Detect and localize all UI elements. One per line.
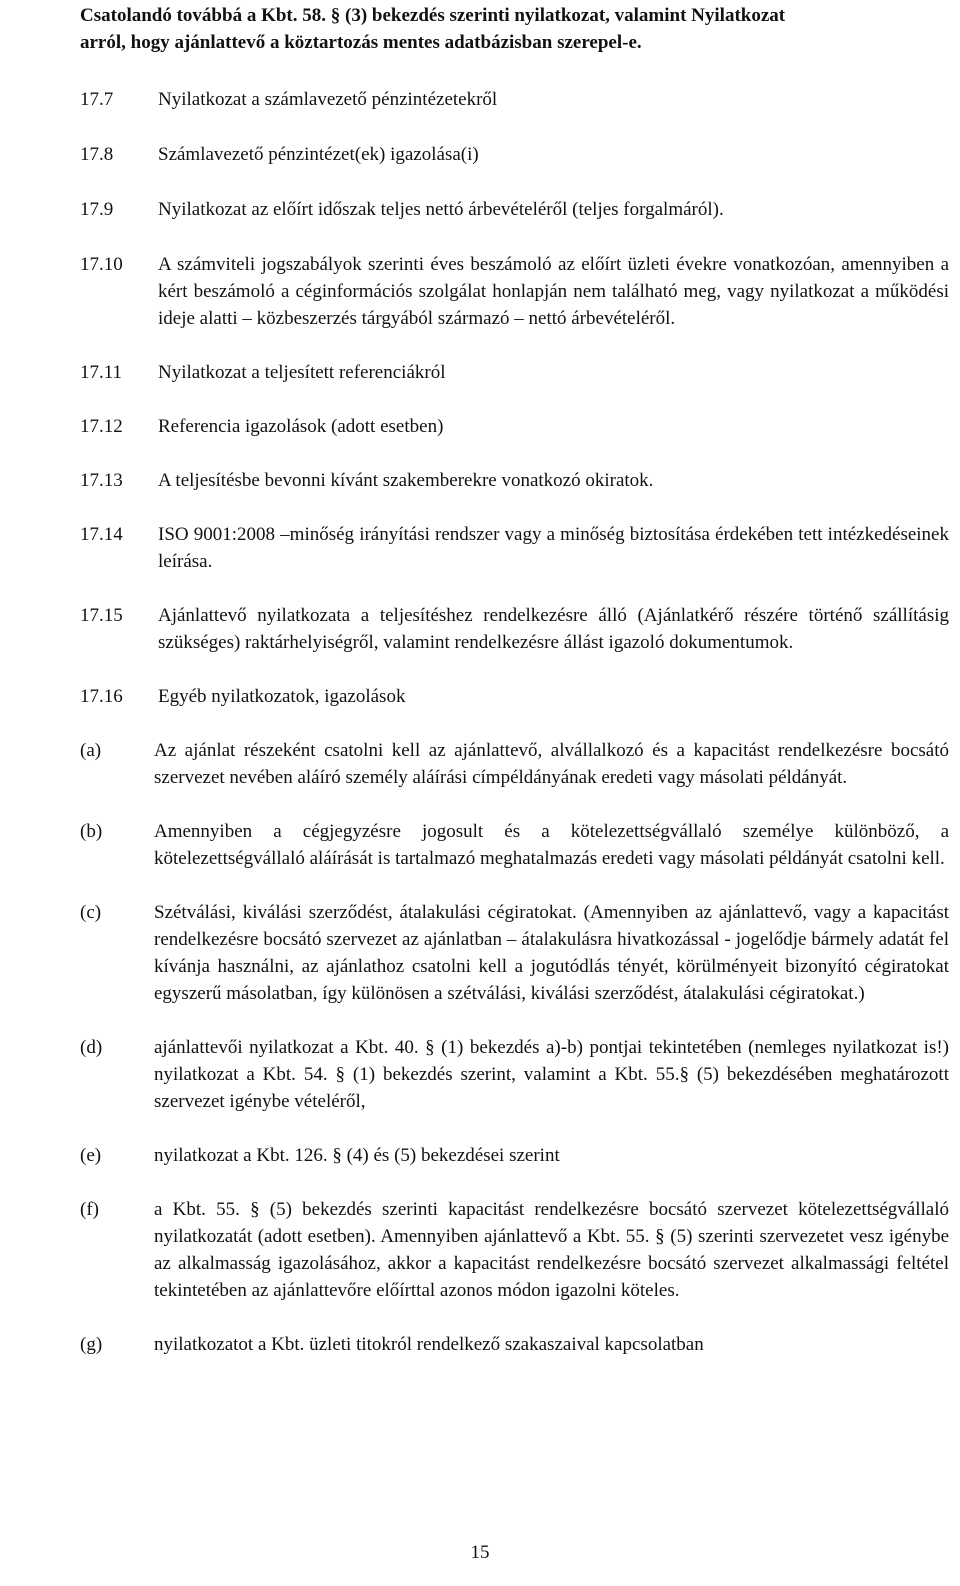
subitem-f — [80, 1196, 949, 1304]
section-text: A teljesítésbe bevonni kívánt szakemberekre vonatkozó okiratok. — [158, 470, 654, 491]
subitem-text: nyilatkozat a Kbt. 126. § (4) és (5) bekezdései szerint — [154, 1145, 560, 1166]
subitem-text: Szétválási, kiválási szerződést, átalakulási cégiratokat. (Amennyiben az ajánlattevő, vagy a kapacitást rendelkezésre bocsátó szervezet az ajánlatban – átalakulásra hivatkozással - jogelődje bármely adatát fel kívánja használni, az ajánlathoz csatolni kell a jogutódlás tényét, körülményeit bizonyító cégiratokat egyszerű másolatban, így különösen a szétválási, kiválási szerződést, átalakulási cégiratokat.) — [154, 902, 949, 1004]
section-number: 17.10 — [80, 254, 123, 275]
section-number: 17.7 — [80, 89, 114, 110]
subitem-label: (d) — [80, 1037, 103, 1058]
section-number: 17.14 — [80, 524, 123, 545]
section-text: Nyilatkozat az előírt időszak teljes nettó árbevételéről (teljes forgalmáról). — [158, 199, 724, 220]
subitem-label: (g) — [80, 1334, 103, 1355]
subitem-label: (c) — [80, 902, 102, 923]
section-number: 17.9 — [80, 199, 114, 220]
page-number: 15 — [470, 1542, 490, 1563]
section-text: Referencia igazolások (adott esetben) — [158, 416, 444, 437]
intro-line-2: arról, hogy ajánlattevő a köztartozás mentes adatbázisban szerepel-e. — [80, 32, 642, 53]
subitem-a — [80, 737, 949, 791]
subitem-b — [80, 818, 949, 872]
section-text: A számviteli jogszabályok szerinti éves beszámoló az előírt üzleti évekre vonatkozóan, amennyiben a kért beszámoló a céginformációs szolgálat honlapján nem található meg, vagy nyilatkozat a működési ideje alatti – közbeszerzés tárgyából származó – nettó árbevételéről. — [158, 254, 949, 329]
subitem-label: (e) — [80, 1145, 102, 1166]
subitem-d — [80, 1034, 949, 1115]
subitem-label: (b) — [80, 821, 103, 842]
section-number: 17.16 — [80, 686, 123, 707]
section-number: 17.13 — [80, 470, 123, 491]
section-17-8 — [80, 141, 949, 168]
subitem-label: (f) — [80, 1199, 99, 1220]
subitem-c — [80, 899, 949, 1007]
subitem-text: nyilatkozatot a Kbt. üzleti titokról rendelkező szakaszaival kapcsolatban — [154, 1334, 704, 1355]
subitem-text: Amennyiben a cégjegyzésre jogosult és a kötelezettségvállaló személye különböző, a kötelezettségvállaló aláírását is tartalmazó meghatalmazás eredeti vagy másolati példányát csatolni kell. — [154, 821, 949, 869]
subitem-g — [80, 1331, 949, 1358]
section-17-9 — [80, 196, 949, 223]
section-17-11 — [80, 359, 949, 386]
section-number: 17.11 — [80, 362, 123, 383]
section-text: Egyéb nyilatkozatok, igazolások — [158, 686, 406, 707]
section-17-14 — [80, 521, 949, 575]
subitem-label: (a) — [80, 740, 102, 761]
section-number: 17.12 — [80, 416, 123, 437]
intro-line-1: Csatolandó továbbá a Kbt. 58. § (3) bekezdés szerinti nyilatkozat, valamint Nyilatkozat — [80, 5, 786, 26]
document-page — [80, 0, 949, 1358]
section-text: Nyilatkozat a számlavezető pénzintézetekről — [158, 89, 498, 110]
intro-paragraph — [80, 2, 949, 56]
section-number: 17.8 — [80, 144, 114, 165]
subitem-text: ajánlattevői nyilatkozat a Kbt. 40. § (1) bekezdés a)-b) pontjai tekintetében (nemleges nyilatkozat is!) nyilatkozat a Kbt. 54. § (1) bekezdés szerint, valamint a Kbt. 55.§ (5) bekezdésében meghatározott szervezet igénybe vételéről, — [154, 1037, 949, 1112]
section-17-10 — [80, 251, 949, 332]
section-text: Ajánlattevő nyilatkozata a teljesítéshez rendelkezésre álló (Ajánlatkérő részére történő szállításig szükséges) raktárhelyiségről, valamint rendelkezésre állást igazoló dokumentumok. — [158, 605, 949, 653]
subitem-text: a Kbt. 55. § (5) bekezdés szerinti kapacitást rendelkezésre bocsátó szervezet kötelezettségvállaló nyilatkozatát (adott esetben). Amennyiben ajánlattevő a Kbt. 55. § (5) szerinti szervezetet vesz igénybe az alkalmasság igazolásához, akkor a kapacitást rendelkezésre bocsátó szervezet alkalmassági feltétel tekintetében az ajánlattevőre előírttal azonos módon igazolni köteles. — [154, 1199, 949, 1301]
section-17-13 — [80, 467, 949, 494]
section-text: ISO 9001:2008 –minőség irányítási rendszer vagy a minőség biztosítása érdekében tett intézkedéseinek leírása. — [158, 524, 949, 572]
subitem-e — [80, 1142, 949, 1169]
section-text: Nyilatkozat a teljesített referenciákról — [158, 362, 446, 383]
subitem-text: Az ajánlat részeként csatolni kell az ajánlattevő, alvállalkozó és a kapacitást rendelkezésre bocsátó szervezet nevében aláíró személy aláírási címpéldányának eredeti vagy másolati példányát. — [154, 740, 949, 788]
section-17-16 — [80, 683, 949, 710]
section-17-12 — [80, 413, 949, 440]
section-17-7 — [80, 86, 949, 113]
section-17-15 — [80, 602, 949, 656]
section-number: 17.15 — [80, 605, 123, 626]
section-text: Számlavezető pénzintézet(ek) igazolása(i) — [158, 144, 479, 165]
